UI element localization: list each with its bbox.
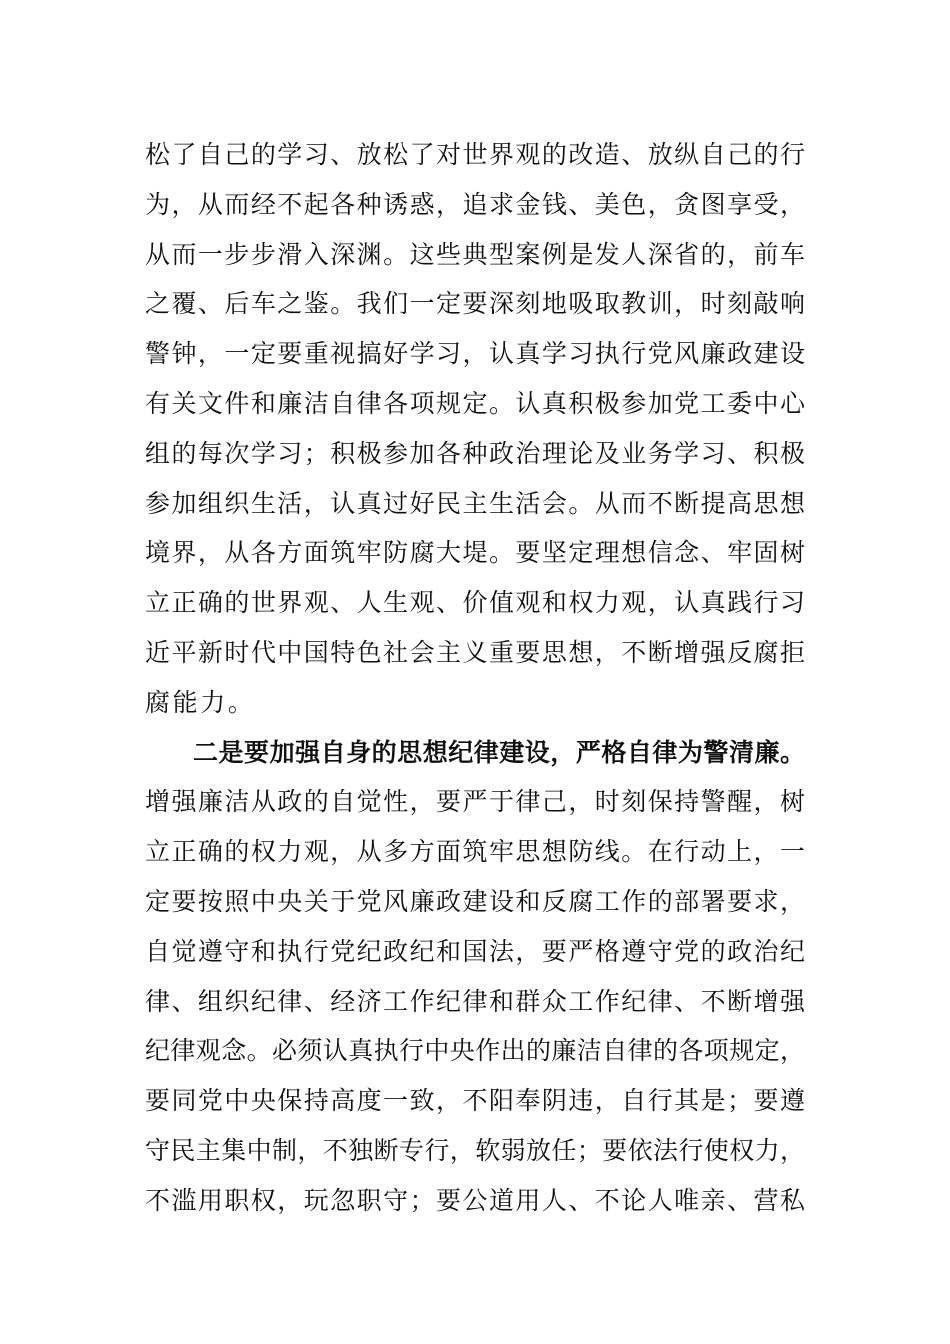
text-line: 要同党中央保持高度一致，不阳奉阴违，自行其是；要遵 [145, 1086, 805, 1116]
text-line: 立正确的世界观、人生观、价值观和权力观，认真践行习 [145, 588, 805, 618]
text-line: 松了自己的学习、放松了对世界观的改造、放纵自己的行 [145, 140, 805, 169]
body-text [145, 130, 805, 1226]
text-line: 警钟，一定要重视搞好学习，认真学习执行党风廉政建设 [145, 339, 805, 369]
text-line: 之覆、后车之鉴。我们一定要深刻地吸取教训，时刻敲响 [145, 289, 805, 319]
text-line: 定要按照中央关于党风廉政建设和反腐工作的部署要求， [145, 886, 805, 916]
text-line: 纪律观念。必须认真执行中央作出的廉洁自律的各项规定， [145, 1036, 805, 1066]
text-line: 腐能力。 [145, 687, 256, 717]
text-line: 境界，从各方面筑牢防腐大堤。要坚定理想信念、牢固树 [145, 538, 805, 568]
paragraph-lead-sentence: 二是要加强自身的思想纪律建设，严格自律为警清廉。 [193, 737, 805, 767]
text-line: 从而一步步滑入深渊。这些典型案例是发人深省的，前车 [145, 239, 805, 269]
text-line: 守民主集中制，不独断专行，软弱放任；要依法行使权力， [145, 1135, 805, 1165]
text-line: 增强廉洁从政的自觉性，要严于律己，时刻保持警醒，树 [145, 787, 805, 817]
text-line: 不滥用职权，玩忽职守；要公道用人、不论人唯亲、营私 [145, 1185, 805, 1215]
text-line: 律、组织纪律、经济工作纪律和群众工作纪律、不断增强 [145, 986, 805, 1016]
text-line: 近平新时代中国特色社会主义重要思想，不断增强反腐拒 [145, 637, 805, 667]
text-line: 为，从而经不起各种诱惑，追求金钱、美色，贪图享受， [145, 189, 805, 219]
text-line: 立正确的权力观，从多方面筑牢思想防线。在行动上，一 [145, 837, 805, 867]
text-line: 有关文件和廉洁自律各项规定。认真积极参加党工委中心 [145, 388, 805, 418]
text-line: 组的每次学习；积极参加各种政治理论及业务学习、积极 [145, 438, 805, 468]
text-line: 自觉遵守和执行党纪政纪和国法，要严格遵守党的政治纪 [145, 936, 805, 966]
text-line: 参加组织生活，认真过好民主生活会。从而不断提高思想 [145, 488, 805, 518]
